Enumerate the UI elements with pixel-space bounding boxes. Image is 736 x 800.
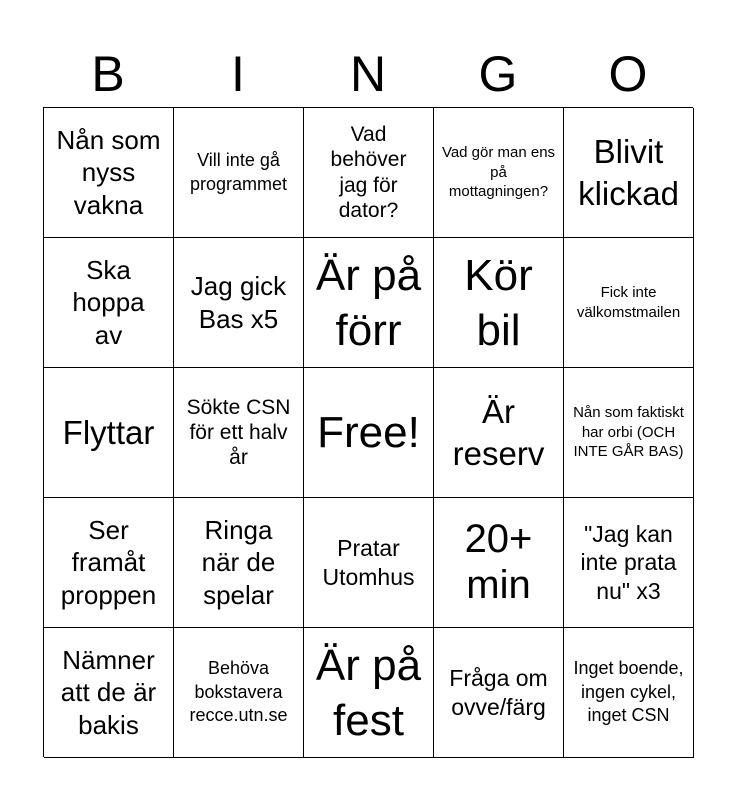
cell-text: Ska hoppa av [72, 254, 145, 350]
bingo-cell[interactable] [44, 368, 174, 498]
bingo-cell[interactable] [564, 238, 694, 368]
bingo-cell[interactable] [174, 238, 304, 368]
bingo-cell[interactable] [434, 108, 564, 238]
cell-text: Ringa när de spelar [201, 514, 276, 610]
cell-text: Free! [317, 408, 420, 457]
bingo-cell[interactable] [44, 108, 174, 238]
header-letter-i: I [231, 46, 245, 102]
cell-text: Nån som nyss vakna [56, 124, 161, 220]
header-letter-o: O [608, 46, 648, 102]
cell-text: Pratar Utomhus [322, 534, 415, 590]
bingo-board [43, 107, 693, 757]
bingo-cell[interactable] [44, 498, 174, 628]
bingo-cell[interactable] [174, 498, 304, 628]
cell-text: Är reserv [452, 393, 545, 472]
cell-text: 20+ min [464, 517, 533, 607]
bingo-cell[interactable] [434, 498, 564, 628]
bingo-cell[interactable] [174, 628, 304, 758]
cell-text: Inget boende, ingen cykel, inget CSN [573, 658, 684, 726]
bingo-cell[interactable] [44, 238, 174, 368]
cell-text: Vad behöver jag för dator? [330, 123, 407, 222]
bingo-cell[interactable] [44, 628, 174, 758]
cell-text: Sökte CSN för ett halv år [186, 395, 291, 470]
cell-text: Jag gick Bas x5 [190, 271, 287, 334]
bingo-cell[interactable] [434, 628, 564, 758]
bingo-cell[interactable] [304, 238, 434, 368]
bingo-cell[interactable] [304, 108, 434, 238]
cell-text: Kör bil [464, 250, 533, 355]
cell-text: Är på förr [315, 250, 422, 355]
bingo-cell[interactable] [434, 368, 564, 498]
header-letter-g: G [478, 46, 518, 102]
cell-text: Vill inte gå programmet [189, 150, 288, 194]
cell-text: Behöva bokstavera recce.utn.se [189, 658, 288, 726]
bingo-cell[interactable] [174, 368, 304, 498]
cell-text: Flyttar [62, 413, 155, 451]
bingo-cell[interactable] [434, 238, 564, 368]
bingo-cell[interactable] [564, 368, 694, 498]
cell-text: Vad gör man ens på mottagningen? [441, 144, 556, 201]
bingo-cell[interactable] [564, 628, 694, 758]
bingo-cell[interactable] [564, 108, 694, 238]
cell-text: Ser framåt proppen [60, 514, 157, 610]
cell-text: Nämner att de är bakis [60, 644, 157, 740]
header-letter-n: N [349, 46, 387, 102]
cell-text: Blivit klickad [578, 133, 679, 212]
bingo-cell[interactable] [174, 108, 304, 238]
header-letter-b: B [91, 46, 125, 102]
bingo-cell[interactable] [304, 498, 434, 628]
bingo-header [43, 40, 693, 108]
cell-text: Är på fest [315, 640, 422, 745]
bingo-cell[interactable] [304, 628, 434, 758]
cell-text: Fråga om ovve/färg [449, 664, 548, 720]
cell-text: Fick inte välkomstmailen [576, 284, 681, 321]
cell-text: "Jag kan inte prata nu" x3 [580, 520, 677, 604]
cell-text: Nån som faktiskt har orbi (OCH INTE GÅR BAS) [573, 404, 684, 461]
bingo-cell[interactable] [564, 498, 694, 628]
bingo-cell[interactable] [304, 368, 434, 498]
